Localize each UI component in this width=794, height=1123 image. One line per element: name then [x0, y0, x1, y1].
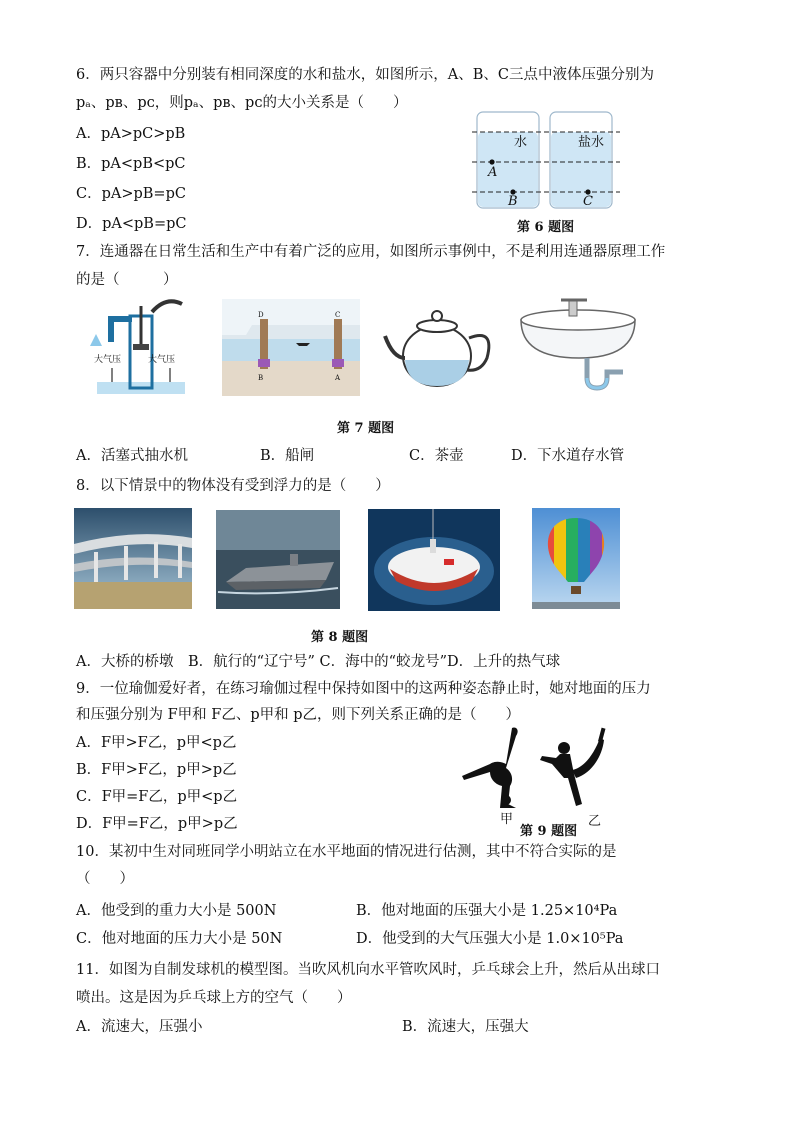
- q7-pump-label-right: 大气压: [148, 355, 176, 365]
- q10-option-b: B．他对地面的压强大小是 1.25×10⁴Pa: [356, 903, 618, 919]
- q11-stem-line1: 11．如图为自制发球机的模型图。当吹风机向水平管吹风时，乒乓球会上升，然后从出球口: [76, 962, 660, 978]
- q6-stem-line2: pₐ、pʙ、pᴄ，则pₐ、pʙ、pᴄ的大小关系是（ ）: [76, 95, 408, 111]
- q7-lock-label-b: B: [258, 374, 264, 382]
- q9-label-yi: 乙: [588, 814, 602, 829]
- q7-stem-line2: 的是（ ）: [76, 272, 178, 288]
- q7-lock-label-a: A: [335, 374, 341, 382]
- q10-stem-line1: 10．某初中生对同班同学小明站立在水平地面的情况进行估测，其中不符合实际的是: [76, 844, 617, 860]
- q8-stem: 8．以下情景中的物体没有受到浮力的是（ ）: [76, 478, 390, 494]
- q7-figure-teapot: [383, 298, 497, 392]
- q9-figure-caption: 第 9 题图: [520, 824, 578, 839]
- q7-lock-label-d: D: [258, 311, 264, 319]
- q10-option-a: A．他受到的重力大小是 500N: [76, 903, 277, 919]
- q11-option-b: B．流速大，压强大: [402, 1019, 529, 1035]
- q9-stem-line1: 9．一位瑜伽爱好者，在练习瑜伽过程中保持如图中的这两种姿态静止时，她对地面的压力: [76, 681, 651, 697]
- q6-option-d: D．pA<pB=pC: [76, 216, 187, 232]
- q6-label-point-c: C: [583, 194, 593, 209]
- q9-option-b: B．F甲>F乙，p甲>p乙: [76, 762, 237, 778]
- q7-figure-piston-pump: [82, 296, 188, 396]
- q10-stem-line2: （ ）: [76, 871, 134, 887]
- q7-figure-caption: 第 7 题图: [337, 421, 395, 436]
- q10-option-c: C．他对地面的压力大小是 50N: [76, 931, 283, 947]
- q6-figure-caption: 第 6 题图: [517, 220, 575, 235]
- q7-option-a: A．活塞式抽水机: [76, 448, 188, 464]
- q11-option-a: A．流速大，压强小: [76, 1019, 203, 1035]
- q8-photo-hot-air-balloon: [532, 508, 620, 609]
- q6-label-saltwater: 盐水: [578, 135, 605, 150]
- q9-option-a: A．F甲>F乙，p甲<p乙: [76, 735, 237, 751]
- q6-figure-containers: [472, 110, 622, 210]
- q8-options: A．大桥的桥墩 B．航行的“辽宁号” C．海中的“蛟龙号”D．上升的热气球: [76, 654, 561, 670]
- q7-option-c: C．茶壶: [409, 448, 464, 464]
- q7-option-b: B．船闸: [260, 448, 315, 464]
- q7-option-d: D．下水道存水管: [511, 448, 625, 464]
- q7-stem-line1: 7．连通器在日常生活和生产中有着广泛的应用，如图所示事例中，不是利用连通器原理工作: [76, 244, 666, 260]
- q6-option-b: B．pA<pB<pC: [76, 156, 186, 172]
- q9-stem-line2: 和压强分别为 F甲和 F乙、p甲和 p乙，则下列关系正确的是（ ）: [76, 707, 521, 723]
- q6-label-point-b: B: [508, 194, 518, 209]
- q9-option-d: D．F甲=F乙，p甲>p乙: [76, 816, 238, 832]
- q8-photo-bridge-pier: [74, 508, 192, 609]
- q7-lock-label-c: C: [335, 311, 341, 319]
- q6-stem-line1: 6．两只容器中分别装有相同深度的水和盐水，如图所示，A、B、C三点中液体压强分别为: [76, 67, 654, 83]
- q6-option-a: A．pA>pC>pB: [76, 126, 186, 142]
- q7-pump-label-left: 大气压: [94, 355, 122, 365]
- q8-photo-submersible: [368, 509, 500, 611]
- q8-photo-aircraft-carrier: [216, 510, 340, 609]
- q6-label-water: 水: [514, 135, 528, 150]
- q11-stem-line2: 喷出。这是因为乒乓球上方的空气（ ）: [76, 990, 352, 1006]
- q10-option-d: D．他受到的大气压强大小是 1.0×10⁵Pa: [356, 931, 624, 947]
- q9-label-jia: 甲: [500, 812, 514, 827]
- q7-figure-drain-pipe: [517, 292, 639, 398]
- q9-figure-yoga-poses: [460, 724, 616, 814]
- q9-option-c: C．F甲=F乙，p甲<p乙: [76, 789, 238, 805]
- q6-label-point-a: A: [488, 165, 498, 180]
- q6-option-c: C．pA>pB=pC: [76, 186, 186, 202]
- q8-figure-caption: 第 8 题图: [311, 630, 369, 645]
